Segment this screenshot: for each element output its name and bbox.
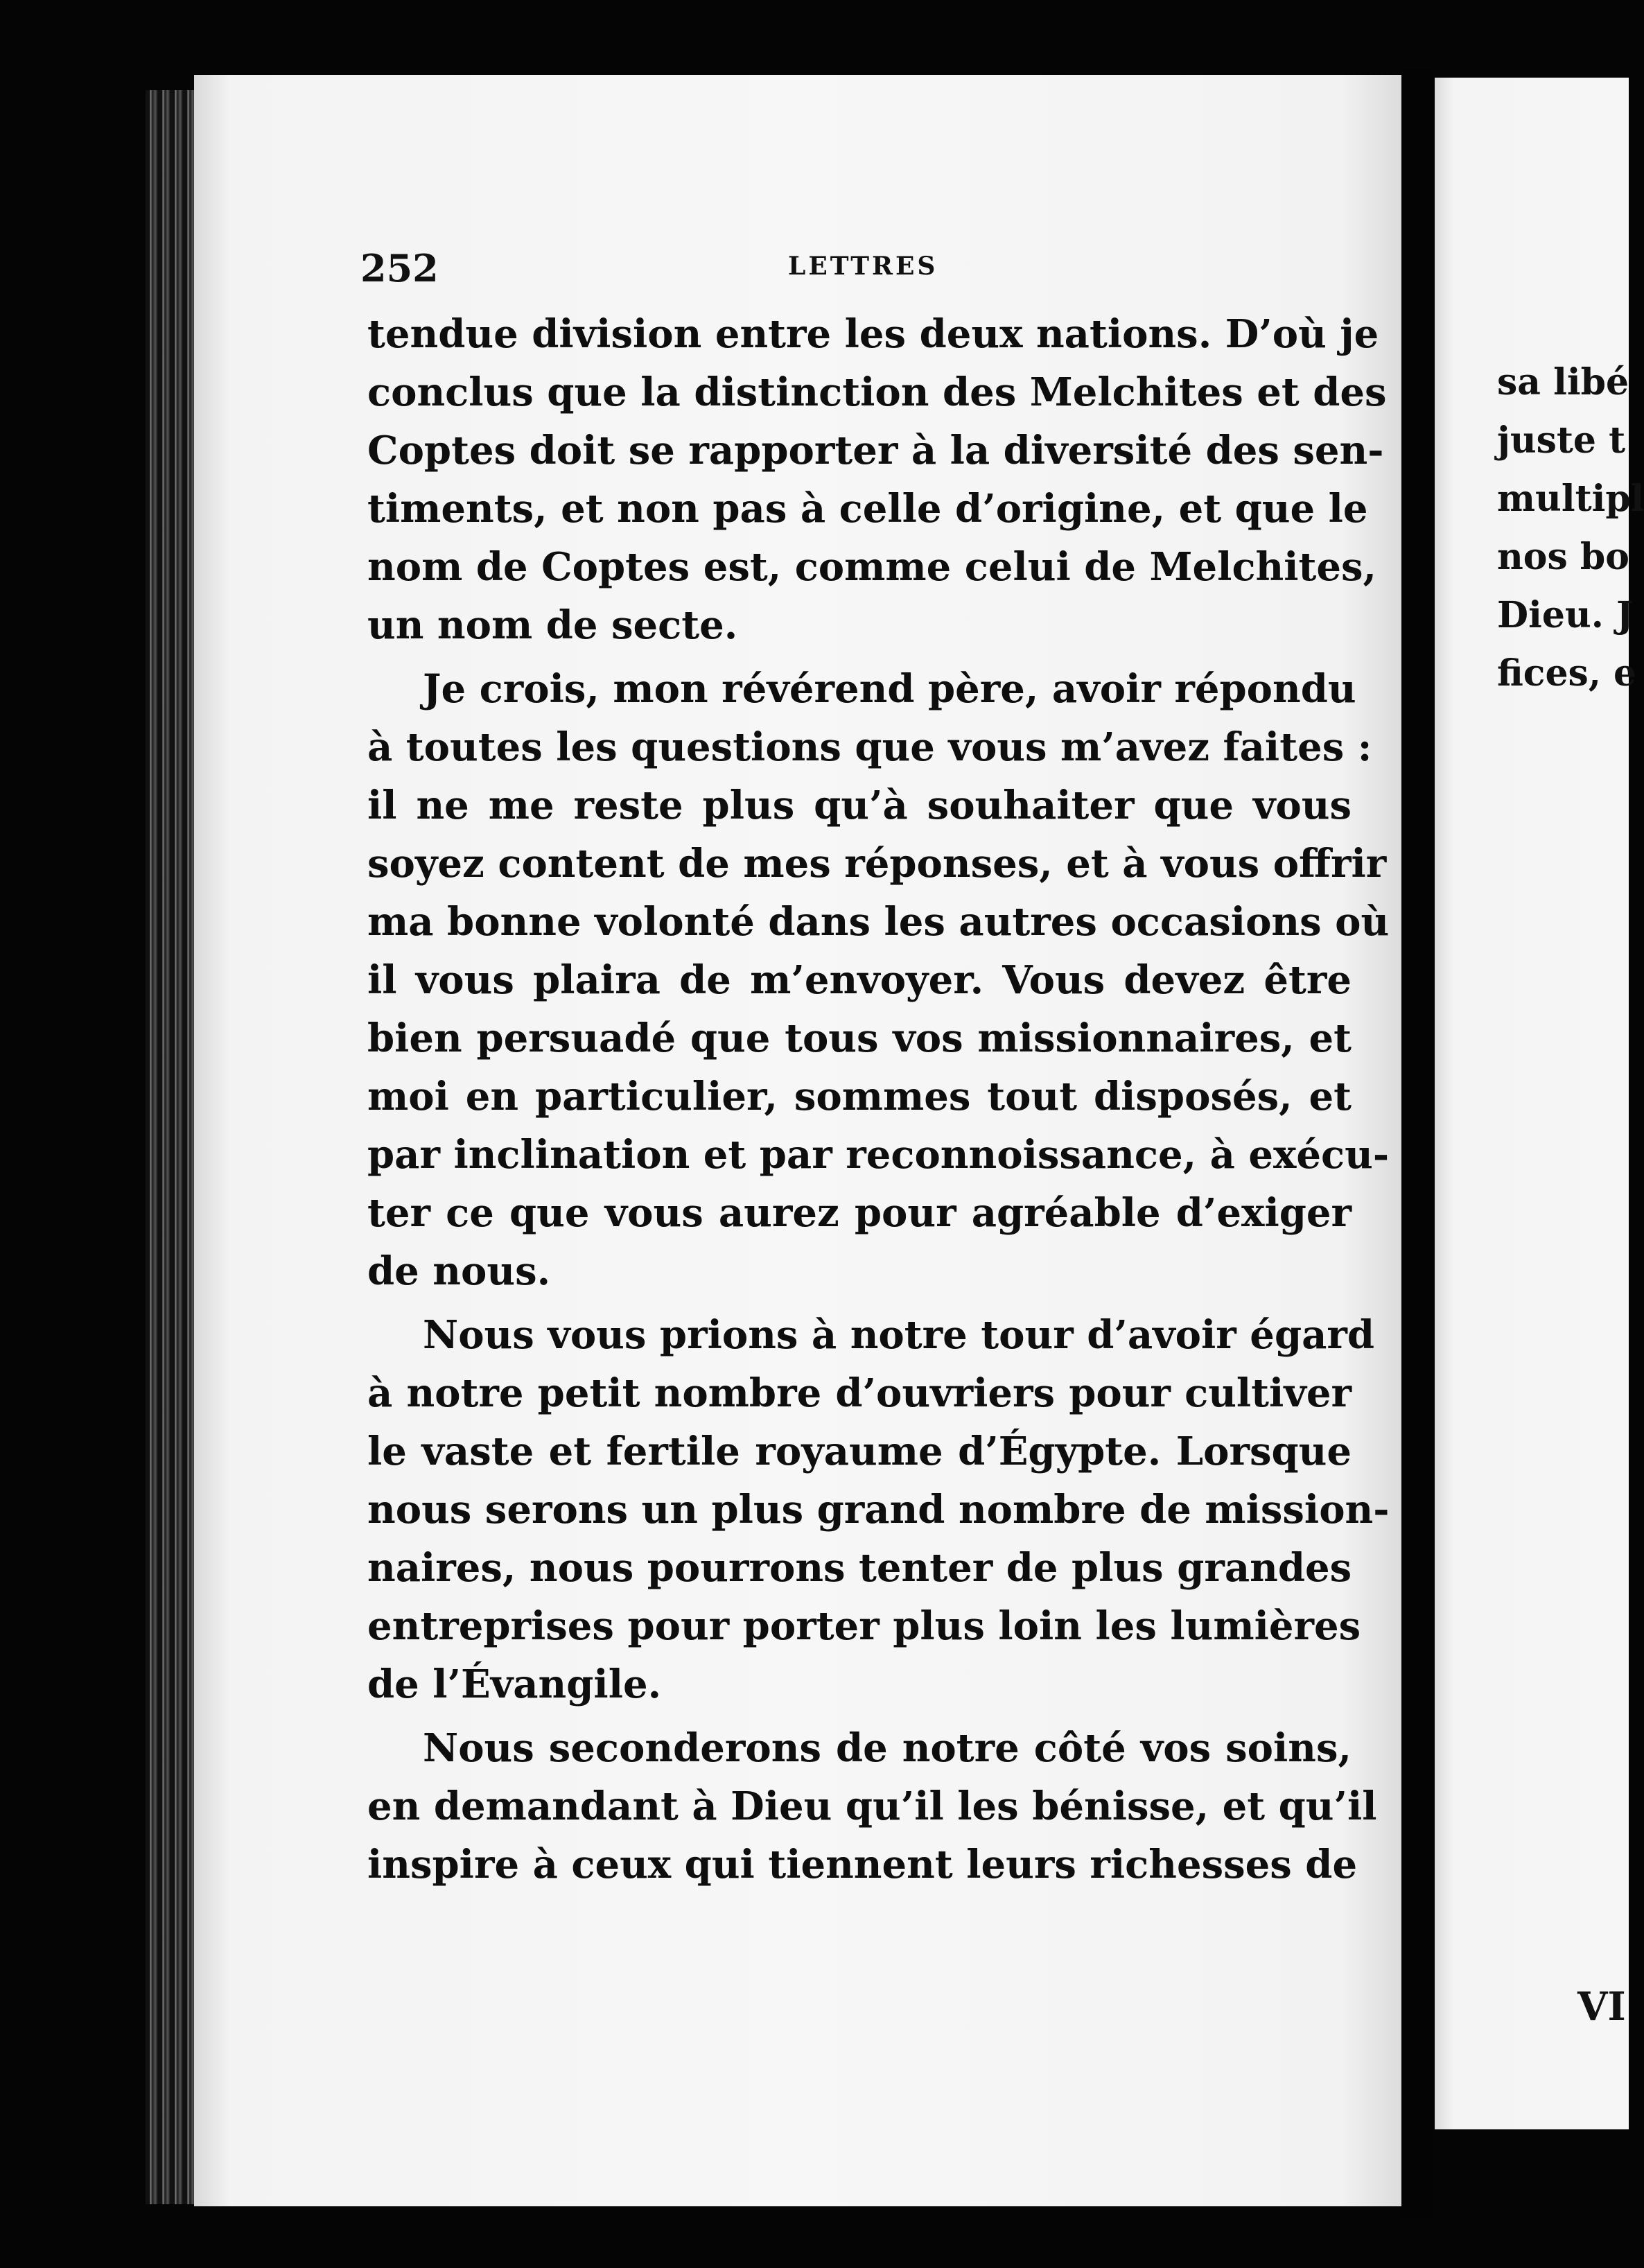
text-line: entreprises pour porter plus loin les lumières (367, 1603, 1361, 1649)
page-number: 252 (360, 246, 439, 290)
text-line: par inclination et par reconnoissance, à exécu- (367, 1132, 1390, 1178)
text-line: il vous plaira de m’envoyer. Vous devez être (367, 957, 1352, 1003)
text-line: le vaste et fertile royaume d’Égypte. Lorsque (367, 1429, 1352, 1474)
running-head-title: LETTRES (788, 252, 938, 281)
text-line: naires, nous pourrons tenter de plus grandes (367, 1545, 1352, 1591)
text-line: nous serons un plus grand nombre de mission- (367, 1487, 1390, 1533)
text-line: sa libé (1497, 361, 1629, 403)
text-line: nos bo (1497, 536, 1629, 578)
text-line: nom de Coptes est, comme celui de Melchites, (367, 544, 1377, 590)
text-line: moi en particulier, sommes tout disposés, et (367, 1074, 1352, 1119)
text-line: conclus que la distinction des Melchites et des (367, 369, 1387, 415)
text-line: Dieu. J (1497, 594, 1634, 636)
left-page-body (367, 305, 1390, 1894)
text-line: à notre petit nombre d’ouvriers pour cultiver (367, 1370, 1352, 1416)
text-line: un nom de secte. (367, 602, 738, 648)
text-line: à toutes les questions que vous m’avez faites : (367, 724, 1372, 770)
running-head (360, 246, 1358, 288)
text-line: Je crois, mon révérend père, avoir répondu (423, 666, 1356, 712)
text-line: Coptes doit se rapporter à la diversité des sen- (367, 428, 1384, 473)
text-line: soyez content de mes réponses, et à vous offrir (367, 841, 1387, 887)
text-line: timents, et non pas à celle d’origine, et que le (367, 486, 1368, 532)
text-line: en demandant à Dieu qu’il les bénisse, et qu’il (367, 1783, 1377, 1829)
text-line: il ne me reste plus qu’à souhaiter que vous (367, 783, 1352, 828)
text-line: Nous seconderons de notre côté vos soins, (423, 1725, 1352, 1771)
text-line: de nous. (367, 1248, 551, 1294)
book-binding-edge (146, 90, 194, 2204)
text-line: multipl (1497, 478, 1644, 520)
text-line: fices, e (1497, 652, 1637, 695)
text-line: de l’Évangile. (367, 1661, 662, 1707)
text-line: Nous vous prions à notre tour d’avoir égard (423, 1312, 1375, 1358)
right-page-footer: VI (1577, 1984, 1626, 2030)
text-line: ter ce que vous aurez pour agréable d’exiger (367, 1190, 1352, 1236)
text-line: tendue division entre les deux nations. D’où je (367, 311, 1379, 357)
text-line: bien persuadé que tous vos missionnaires, et (367, 1015, 1352, 1061)
text-line: ma bonne volonté dans les autres occasions où (367, 899, 1390, 945)
right-page-body (1497, 354, 1644, 703)
text-line: inspire à ceux qui tiennent leurs richesses de (367, 1842, 1358, 1887)
gutter (1401, 69, 1435, 2218)
text-line: juste t (1497, 419, 1626, 462)
